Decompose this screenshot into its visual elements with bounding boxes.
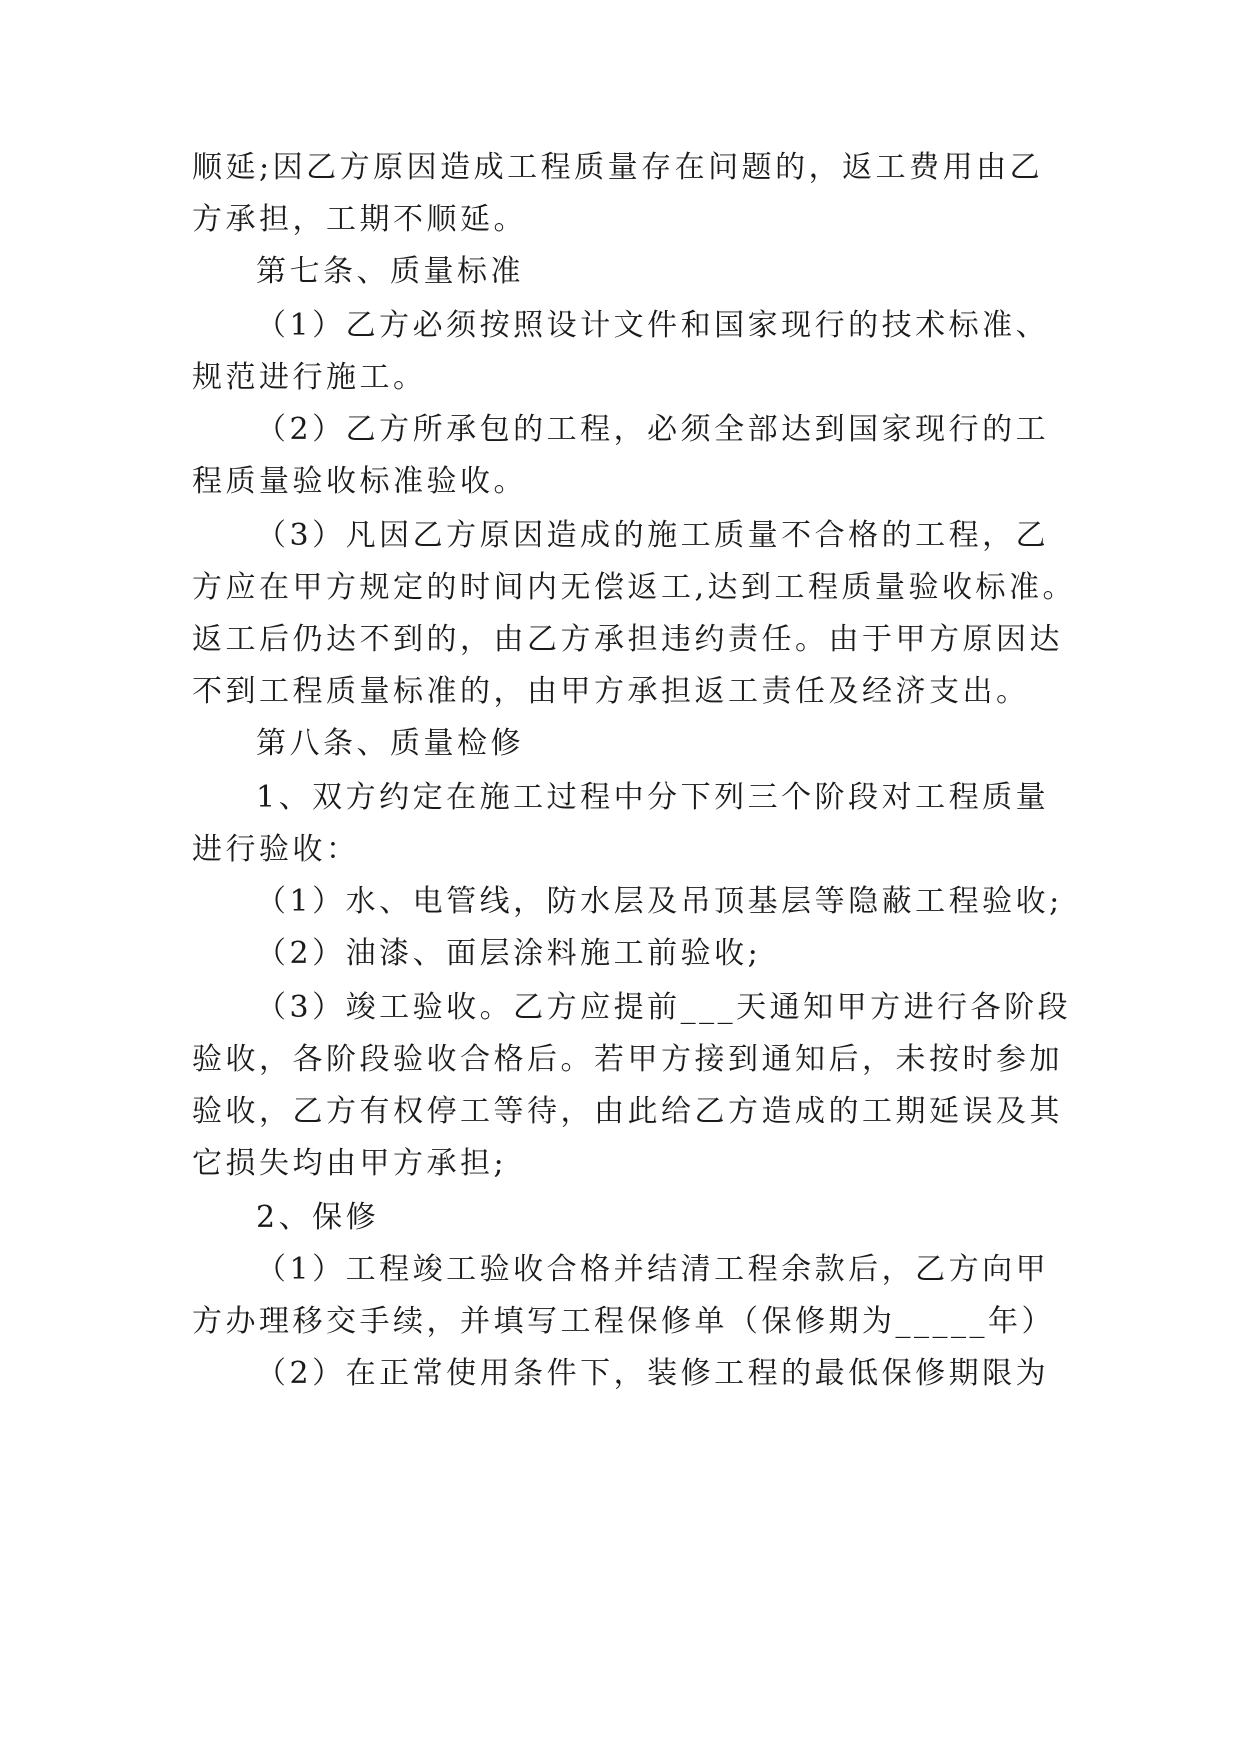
text-line: （1）水、电管线，防水层及吊顶基层等隐蔽工程验收; — [256, 884, 1063, 919]
text-line: 方应在甲方规定的时间内无偿返工,达到工程质量验收标准。 — [192, 570, 1077, 605]
text-line: 规范进行施工。 — [192, 360, 427, 395]
text-line: 它损失均由甲方承担; — [192, 1146, 508, 1181]
text-line: 1、双方约定在施工过程中分下列三个阶段对工程质量 — [256, 780, 1050, 815]
section-heading: 2、保修 — [256, 1200, 380, 1235]
text-line: 程质量验收标准验收。 — [192, 464, 527, 499]
text-line: 返工后仍达不到的，由乙方承担违约责任。由于甲方原因达 — [192, 622, 1063, 657]
text-line: （2）乙方所承包的工程，必须全部达到国家现行的工 — [256, 412, 1050, 447]
text-line: 不到工程质量标准的，由甲方承担返工责任及经济支出。 — [192, 674, 1030, 709]
text-line: 验收，各阶段验收合格后。若甲方接到通知后，未按时参加 — [192, 1042, 1063, 1077]
text-line: （3）竣工验收。乙方应提前___天通知甲方进行各阶段 — [256, 990, 1072, 1025]
text-line: 顺延;因乙方原因造成工程质量存在问题的，返工费用由乙 — [192, 150, 1044, 185]
text-line: （2）油漆、面层涂料施工前验收; — [256, 936, 762, 971]
text-line: （1）乙方必须按照设计文件和国家现行的技术标准、 — [256, 308, 1050, 343]
text-line: 方承担，工期不顺延。 — [192, 202, 527, 237]
text-line: 方办理移交手续，并填写工程保修单（保修期为_____年） — [192, 1304, 1055, 1339]
text-line: 验收，乙方有权停工等待，由此给乙方造成的工期延误及其 — [192, 1094, 1063, 1129]
section-heading: 第七条、质量标准 — [256, 254, 524, 289]
text-line: （3）凡因乙方原因造成的施工质量不合格的工程，乙 — [256, 518, 1050, 553]
section-heading: 第八条、质量检修 — [256, 726, 524, 761]
text-line: （2）在正常使用条件下，装修工程的最低保修期限为 — [256, 1356, 1050, 1391]
text-line: 进行验收： — [192, 832, 360, 867]
text-line: （1）工程竣工验收合格并结清工程余款后，乙方向甲 — [256, 1252, 1050, 1287]
